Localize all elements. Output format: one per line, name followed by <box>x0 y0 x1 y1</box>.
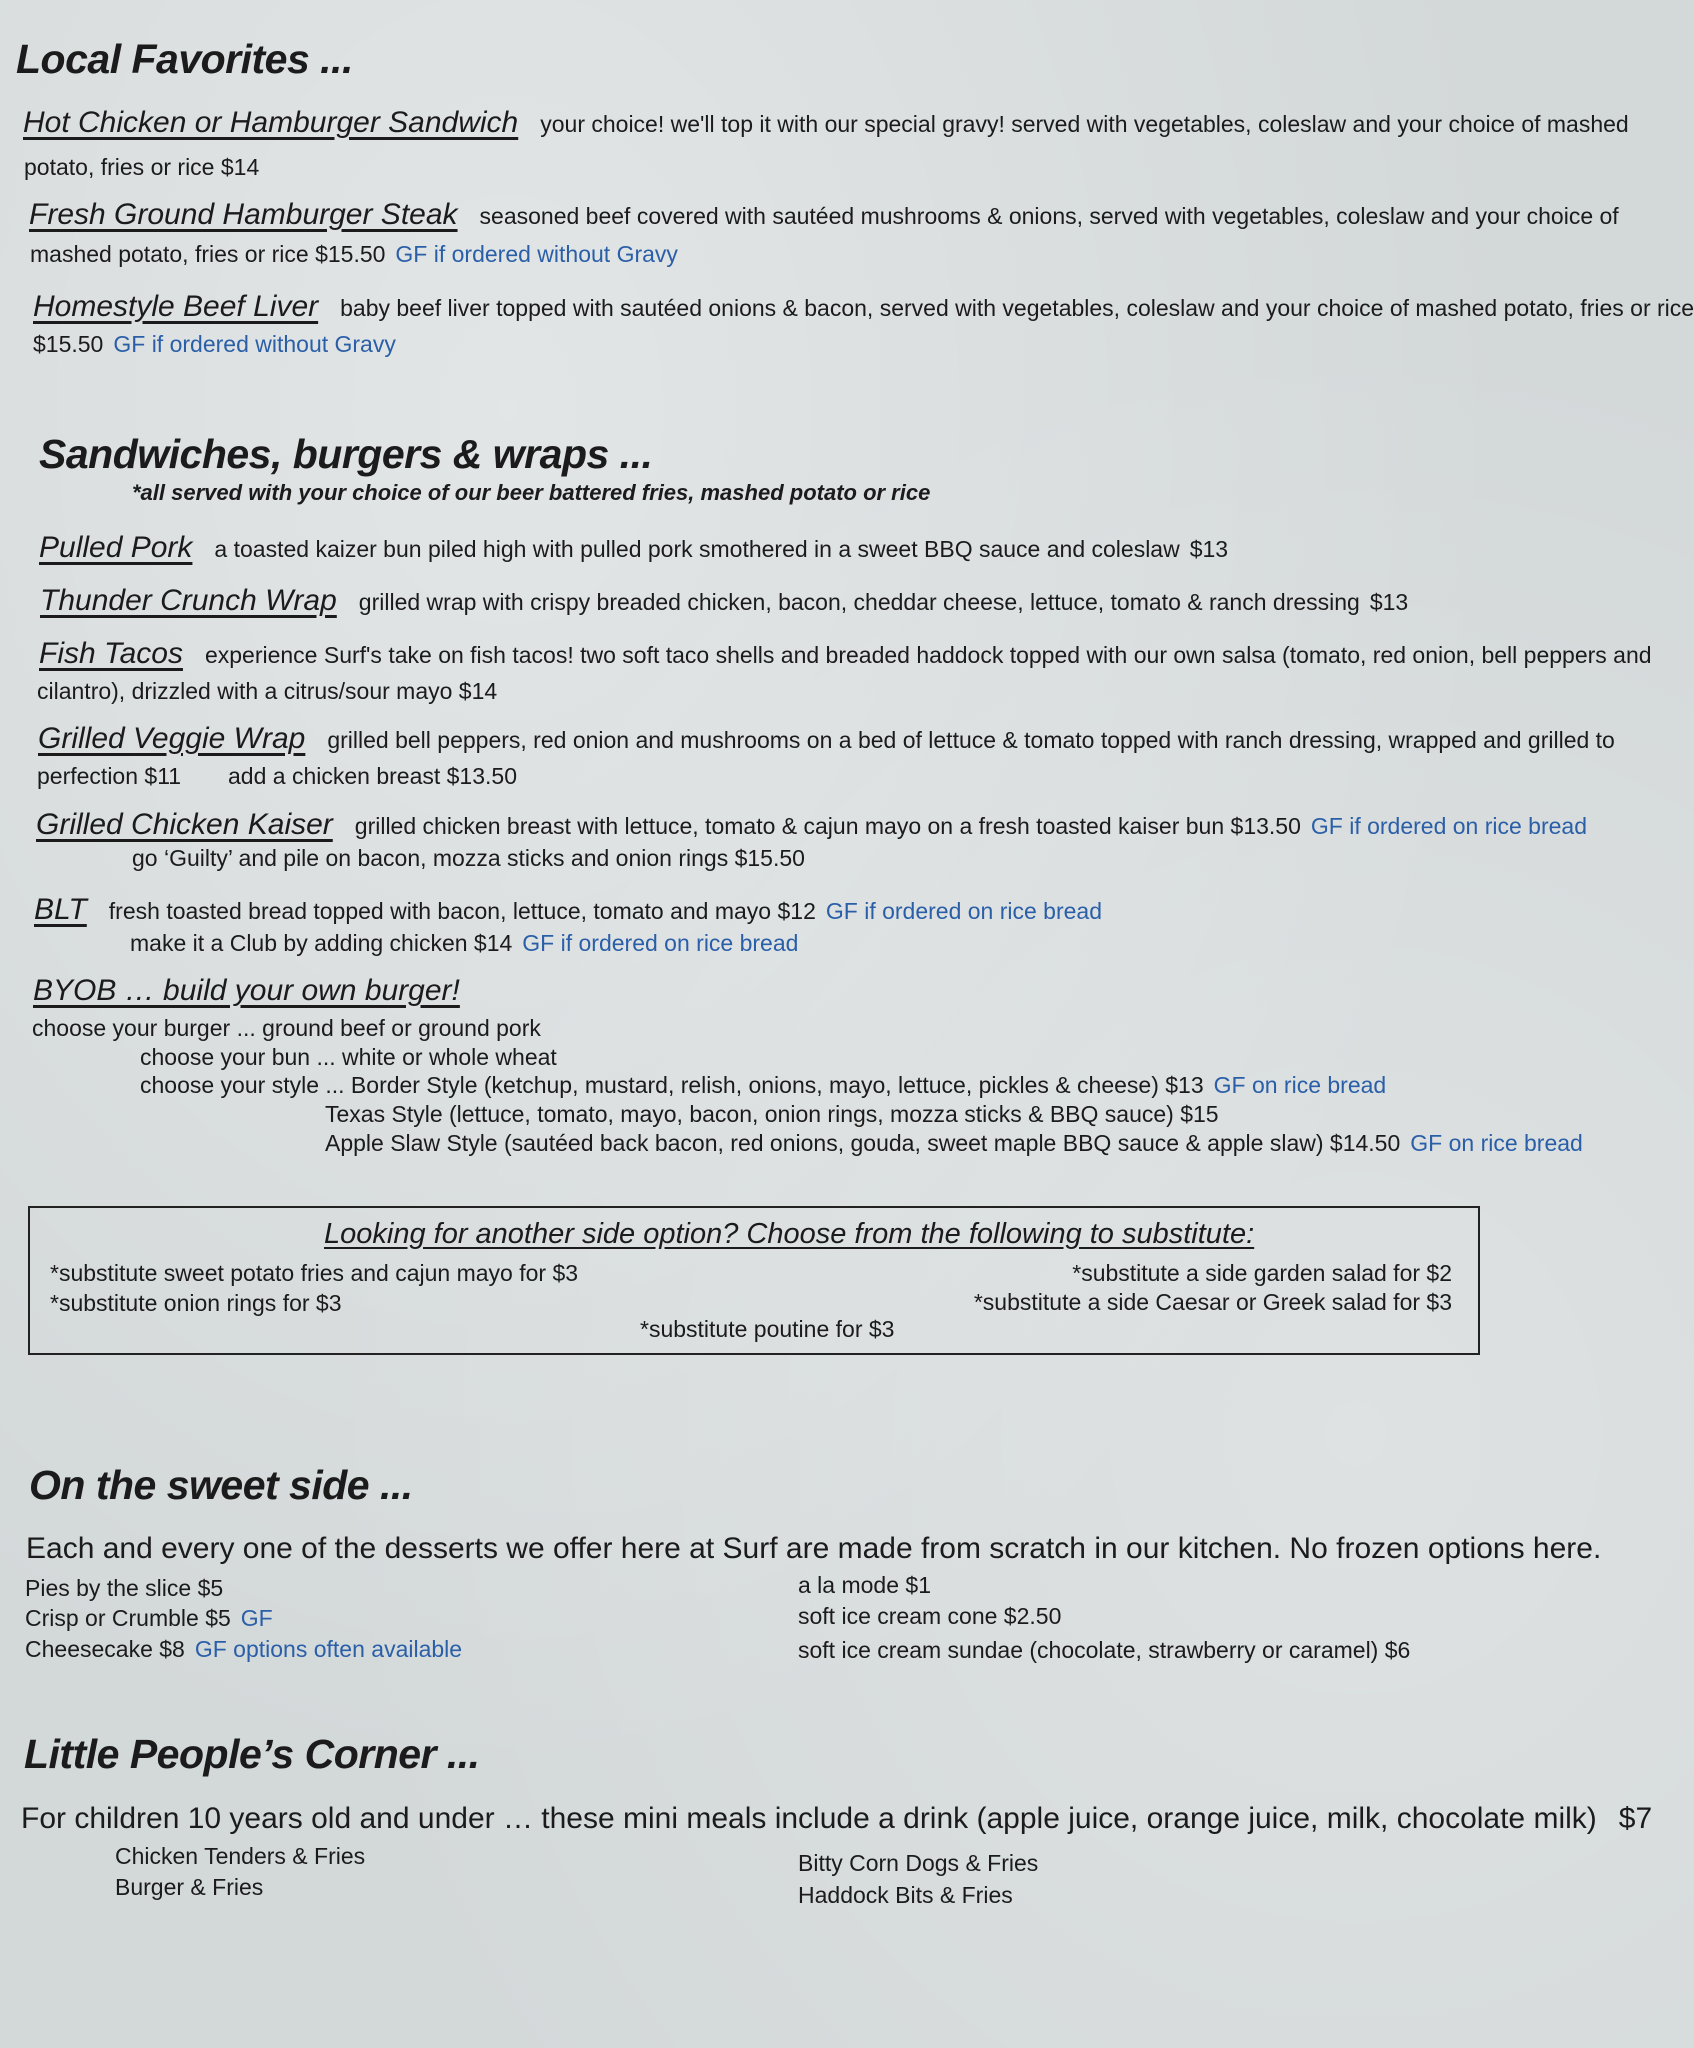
menu-item-veggie-wrap <box>38 722 1615 756</box>
gf-note: GF if ordered on rice bread <box>1310 813 1588 839</box>
dessert-text: Cheesecake $8 <box>25 1636 185 1662</box>
item-desc: grilled wrap with crispy breaded chicken, bacon, cheddar cheese, lettuce, tomato & ranch dressing <box>358 589 1360 615</box>
side-option: *substitute onion rings for $3 <box>50 1290 342 1316</box>
gf-note: GF if ordered without Gravy <box>395 241 678 267</box>
side-option: *substitute a side garden salad for $2 <box>1072 1260 1452 1286</box>
kids-meal: Haddock Bits & Fries <box>798 1882 1013 1908</box>
item-desc: a toasted kaizer bun piled high with pulled pork smothered in a sweet BBQ sauce and coleslaw <box>214 536 1180 562</box>
kids-intro <box>21 1802 1652 1836</box>
gf-note: GF on rice bread <box>1213 1072 1387 1098</box>
gf-note: GF if ordered on rice bread <box>522 930 799 956</box>
item-extra-text: make it a Club by adding chicken $14 <box>130 930 513 956</box>
item-desc-cont: perfection $11 <box>37 763 182 789</box>
kids-intro-text: For children 10 years old and under … these mini meals include a drink (apple juice, orange juice, milk, chocolate milk) <box>21 1802 1597 1835</box>
section-subheading: *all served with your choice of our beer battered fries, mashed potato or rice <box>132 480 931 505</box>
menu-item-hamburger-steak <box>29 198 1619 232</box>
side-option: *substitute poutine for $3 <box>640 1316 895 1342</box>
item-extra <box>130 930 798 957</box>
kids-price: $7 <box>1618 1802 1653 1835</box>
side-option: *substitute sweet potato fries and cajun mayo for $3 <box>50 1260 579 1286</box>
byob-line <box>325 1130 1583 1157</box>
gf-note: GF if ordered without Gravy <box>113 331 396 357</box>
item-price: $13 <box>1369 589 1409 615</box>
menu-item-chicken-kaiser <box>36 808 1587 842</box>
item-name: BYOB … build your own burger! <box>33 974 460 1007</box>
side-option: *substitute a side Caesar or Greek salad for $3 <box>973 1289 1452 1315</box>
dessert-item <box>25 1636 462 1663</box>
dessert-item: a la mode $1 <box>798 1572 931 1598</box>
kids-meal: Chicken Tenders & Fries <box>115 1843 366 1869</box>
gf-note: GF <box>240 1605 273 1631</box>
menu-item-byob <box>33 974 482 1008</box>
item-name: Thunder Crunch Wrap <box>40 584 337 617</box>
menu-item-pulled-pork <box>39 531 1228 565</box>
item-desc: fresh toasted bread topped with bacon, lettuce, tomato and mayo $12 <box>108 898 816 924</box>
section-heading-sandwiches: Sandwiches, burgers & wraps ... <box>39 431 653 477</box>
item-extra: go ‘Guilty’ and pile on bacon, mozza sticks and onion rings $15.50 <box>132 845 805 871</box>
item-desc-cont <box>33 331 396 358</box>
item-name: BLT <box>34 893 87 926</box>
menu-item-hot-sandwich <box>23 106 1629 140</box>
menu-item-fish-tacos <box>39 637 1652 671</box>
dessert-item: soft ice cream sundae (chocolate, strawberry or caramel) $6 <box>798 1637 1411 1663</box>
item-name: Homestyle Beef Liver <box>33 290 319 323</box>
item-desc-cont: cilantro), drizzled with a citrus/sour mayo $14 <box>37 678 498 704</box>
item-name: Pulled Pork <box>39 531 193 564</box>
kids-meal: Burger & Fries <box>115 1874 264 1900</box>
item-desc-cont: potato, fries or rice $14 <box>24 154 260 180</box>
byob-style-apple-slaw: Apple Slaw Style (sautéed back bacon, red onions, gouda, sweet maple BBQ sauce & apple slaw) $14.50 <box>325 1130 1401 1156</box>
item-desc: grilled bell peppers, red onion and mushrooms on a bed of lettuce & tomato topped with ranch dressing, wrapped and grilled to <box>327 727 1615 753</box>
item-desc: seasoned beef covered with sautéed mushrooms & onions, served with vegetables, coleslaw and your choice of <box>479 203 1619 229</box>
byob-style-texas: Texas Style (lettuce, tomato, mayo, bacon, onion rings, mozza sticks & BBQ sauce) $15 <box>325 1101 1219 1127</box>
item-desc-cont <box>30 241 678 268</box>
item-price: $15.50 <box>33 331 104 357</box>
kids-meal: Bitty Corn Dogs & Fries <box>798 1850 1039 1876</box>
gf-note: GF if ordered on rice bread <box>825 898 1103 924</box>
sweet-intro: Each and every one of the desserts we offer here at Surf are made from scratch in our kitchen. No frozen options here. <box>26 1532 1602 1565</box>
section-heading-sweet: On the sweet side ... <box>29 1462 413 1508</box>
dessert-item <box>25 1605 273 1632</box>
dessert-item <box>25 1575 223 1602</box>
item-name: Fish Tacos <box>39 637 183 670</box>
byob-line <box>140 1072 1386 1099</box>
item-desc: your choice! we'll top it with our special gravy! served with vegetables, coleslaw and your choice of mashed <box>540 111 1629 137</box>
item-desc: experience Surf's take on fish tacos! two soft taco shells and breaded haddock topped with our own salsa (tomato, red onion, bell peppers and <box>204 642 1652 668</box>
side-substitution-box <box>28 1206 1480 1355</box>
section-heading-kids: Little People’s Corner ... <box>24 1731 480 1777</box>
item-name: Fresh Ground Hamburger Steak <box>29 198 458 231</box>
item-price: mashed potato, fries or rice $15.50 <box>30 241 386 267</box>
box-title: Looking for another side option? Choose from the following to substitute: <box>324 1218 1255 1250</box>
dessert-text: Pies by the slice $5 <box>25 1575 224 1601</box>
dessert-text: Crisp or Crumble $5 <box>25 1605 231 1631</box>
byob-line: choose your bun ... white or whole wheat <box>140 1044 557 1070</box>
item-name: Hot Chicken or Hamburger Sandwich <box>23 106 519 139</box>
item-desc: grilled chicken breast with lettuce, tomato & cajun mayo on a fresh toasted kaiser bun $13.50 <box>354 813 1301 839</box>
section-heading-local-favorites: Local Favorites ... <box>16 36 353 82</box>
item-extra: add a chicken breast $13.50 <box>228 763 517 789</box>
menu-item-blt <box>34 893 1102 927</box>
gf-note: GF on rice bread <box>1410 1130 1583 1156</box>
byob-style-border: choose your style ... Border Style (ketchup, mustard, relish, onions, mayo, lettuce, pickles & cheese) $13 <box>140 1072 1204 1098</box>
item-name: Grilled Veggie Wrap <box>38 722 306 755</box>
byob-line: choose your burger ... ground beef or ground pork <box>32 1015 541 1041</box>
item-price: $13 <box>1189 536 1229 562</box>
item-name: Grilled Chicken Kaiser <box>36 808 333 841</box>
item-desc: baby beef liver topped with sautéed onions & bacon, served with vegetables, coleslaw and your choice of mashed potato, fries or rice <box>340 295 1694 321</box>
menu-item-thunder-crunch <box>40 584 1408 618</box>
gf-note: GF options often available <box>194 1636 463 1662</box>
dessert-item: soft ice cream cone $2.50 <box>798 1603 1062 1629</box>
menu-item-beef-liver <box>33 290 1694 324</box>
